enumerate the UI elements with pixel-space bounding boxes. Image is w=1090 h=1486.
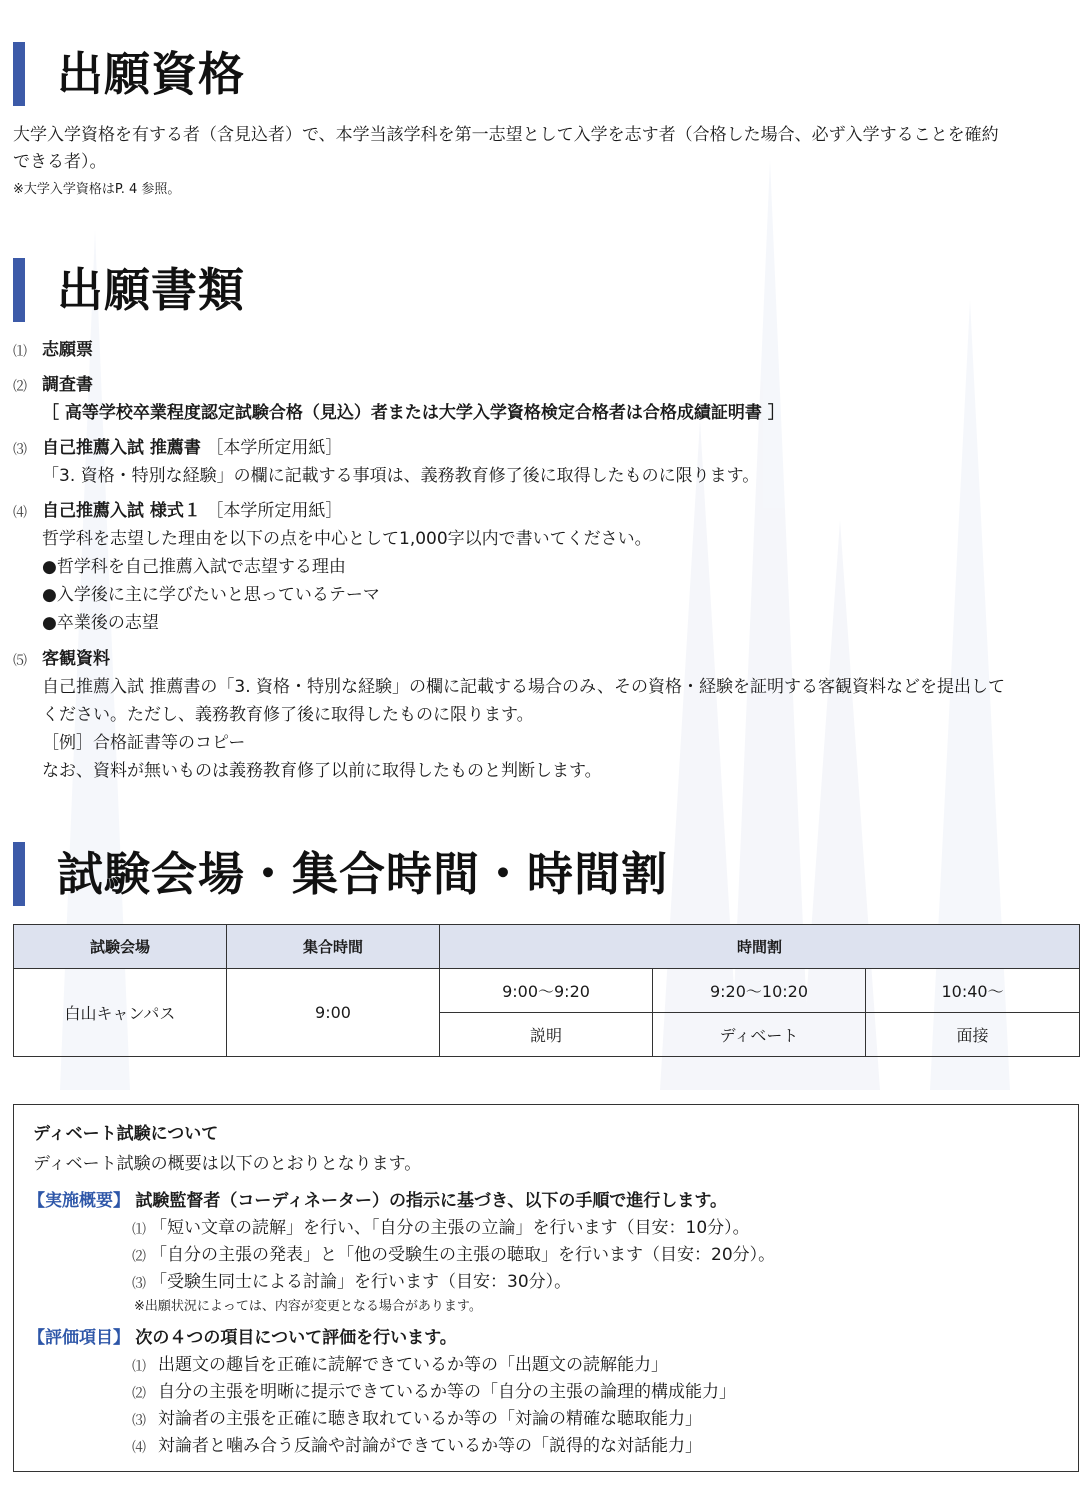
doc4-bullet: ●哲学科を自己推薦入試で志望する理由 [42, 557, 346, 577]
slot-time: 9:20〜10:20 [653, 969, 866, 1013]
debate-intro: ディベート試験の概要は以下のとおりとなります。 [33, 1154, 422, 1174]
qualification-title: 出願資格 [57, 47, 245, 101]
evaluation-text: 次の４つの項目について評価を行います。 [135, 1328, 457, 1348]
schedule-title: 試験会場・集合時間・時間割 [57, 847, 668, 901]
qualification-body-line2: できる者）。 [13, 152, 107, 172]
doc1-number: ⑴ [13, 344, 27, 360]
evaluation-item: 対論者と噛み合う反論や討論ができているか等の「説得的な対話能力」 [158, 1436, 702, 1456]
qualification-note: ※大学入学資格はP. 4 参照。 [13, 182, 181, 197]
table-row [14, 969, 1080, 1013]
doc4-bullet: ●卒業後の志望 [42, 613, 159, 633]
doc3-suffix: ［本学所定用紙］ [206, 438, 343, 458]
evaluation-item-number: ⑴ [132, 1359, 146, 1375]
doc4-title: 自己推薦入試 様式１ [42, 501, 201, 521]
doc5-line3: ［例］合格証書等のコピー [42, 733, 246, 753]
qualification-heading [13, 42, 245, 106]
evaluation-item-number: ⑶ [132, 1413, 146, 1429]
doc4-title-row [42, 497, 342, 526]
doc4-bullet: ●入学後に主に学びたいと思っているテーマ [42, 585, 380, 605]
overview-note: ※出願状況によっては、内容が変更となる場合があります。 [134, 1299, 482, 1314]
slot-label: 説明 [440, 1013, 653, 1057]
doc4-suffix: ［本学所定用紙］ [206, 501, 343, 521]
qualification-body-line1: 大学入学資格を有する者（含見込者）で、本学当該学科を第一志望として入学を志す者（合格した場合、必ず入学することを確約 [13, 125, 999, 145]
overview-item: 「自分の主張の発表」と「他の受験生の主張の聴取」を行います（目安：20分）。 [150, 1245, 776, 1265]
overview-item: 「短い文章の読解」を行い、「自分の主張の立論」を行います（目安：10分）。 [150, 1218, 750, 1238]
schedule-heading [13, 842, 668, 906]
assembly-header: 集合時間 [227, 925, 440, 969]
doc4-number: ⑷ [13, 505, 27, 521]
slot-label: ディベート [653, 1013, 866, 1057]
overview-row [28, 1187, 727, 1216]
overview-item-number: ⑴ [132, 1222, 146, 1238]
documents-title: 出願書類 [57, 263, 245, 317]
doc3-line1: 「3. 資格・特別な経験」の欄に記載する事項は、義務教育修了後に取得したものに限ります。 [42, 466, 760, 486]
doc2-sub: ［ 高等学校卒業程度認定試験合格（見込）者または大学入学資格検定合格者は合格成績証明書 ］ [42, 403, 785, 423]
slot-time: 10:40〜 [866, 969, 1080, 1013]
doc5-line2: ください。ただし、義務教育修了後に取得したものに限ります。 [42, 705, 534, 725]
overview-item-number: ⑵ [132, 1249, 146, 1265]
overview-item-number: ⑶ [132, 1276, 146, 1292]
evaluation-item: 自分の主張を明晰に提示できているか等の「自分の主張の論理的構成能力」 [158, 1382, 736, 1402]
doc3-title-row [42, 434, 342, 463]
schedule-table [13, 924, 1080, 1057]
doc5-line1: 自己推薦入試 推薦書の「3. 資格・特別な経験」の欄に記載する場合のみ、その資格・経験を証明する客観資料などを提出して [42, 677, 1006, 697]
overview-item: 「受験生同士による討論」を行います（目安：30分）。 [150, 1272, 572, 1292]
evaluation-item: 出題文の趣旨を正確に読解できているか等の「出題文の読解能力」 [158, 1355, 668, 1375]
debate-title: ディベート試験について [33, 1124, 219, 1144]
evaluation-label: 【評価項目】 [28, 1328, 130, 1348]
doc5-title: 客観資料 [42, 649, 110, 669]
venue-header: 試験会場 [14, 925, 227, 969]
evaluation-item-number: ⑵ [132, 1386, 146, 1402]
doc3-title: 自己推薦入試 推薦書 [42, 438, 201, 458]
doc4-line1: 哲学科を志望した理由を以下の点を中心として1,000字以内で書いてください。 [42, 529, 652, 549]
timetable-header: 時間割 [440, 925, 1080, 969]
evaluation-item: 対論者の主張を正確に聴き取れているか等の「対論の精確な聴取能力」 [158, 1409, 702, 1429]
evaluation-item-number: ⑷ [132, 1440, 146, 1456]
documents-heading [13, 258, 245, 322]
assembly-time-cell: 9:00 [227, 969, 440, 1057]
doc5-number: ⑸ [13, 653, 27, 669]
doc2-title: 調査書 [42, 375, 93, 395]
slot-time: 9:00〜9:20 [440, 969, 653, 1013]
doc1-title: 志願票 [42, 340, 93, 360]
doc3-number: ⑶ [13, 442, 27, 458]
table-header-row [14, 925, 1080, 969]
overview-text: 試験監督者（コーディネーター）の指示に基づき、以下の手順で進行します。 [135, 1191, 728, 1211]
slot-label: 面接 [866, 1013, 1080, 1057]
evaluation-row [28, 1324, 457, 1353]
venue-cell: 白山キャンパス [14, 969, 227, 1057]
doc5-line4: なお、資料が無いものは義務教育修了以前に取得したものと判断します。 [42, 761, 602, 781]
overview-label: 【実施概要】 [28, 1191, 130, 1211]
doc2-number: ⑵ [13, 379, 27, 395]
